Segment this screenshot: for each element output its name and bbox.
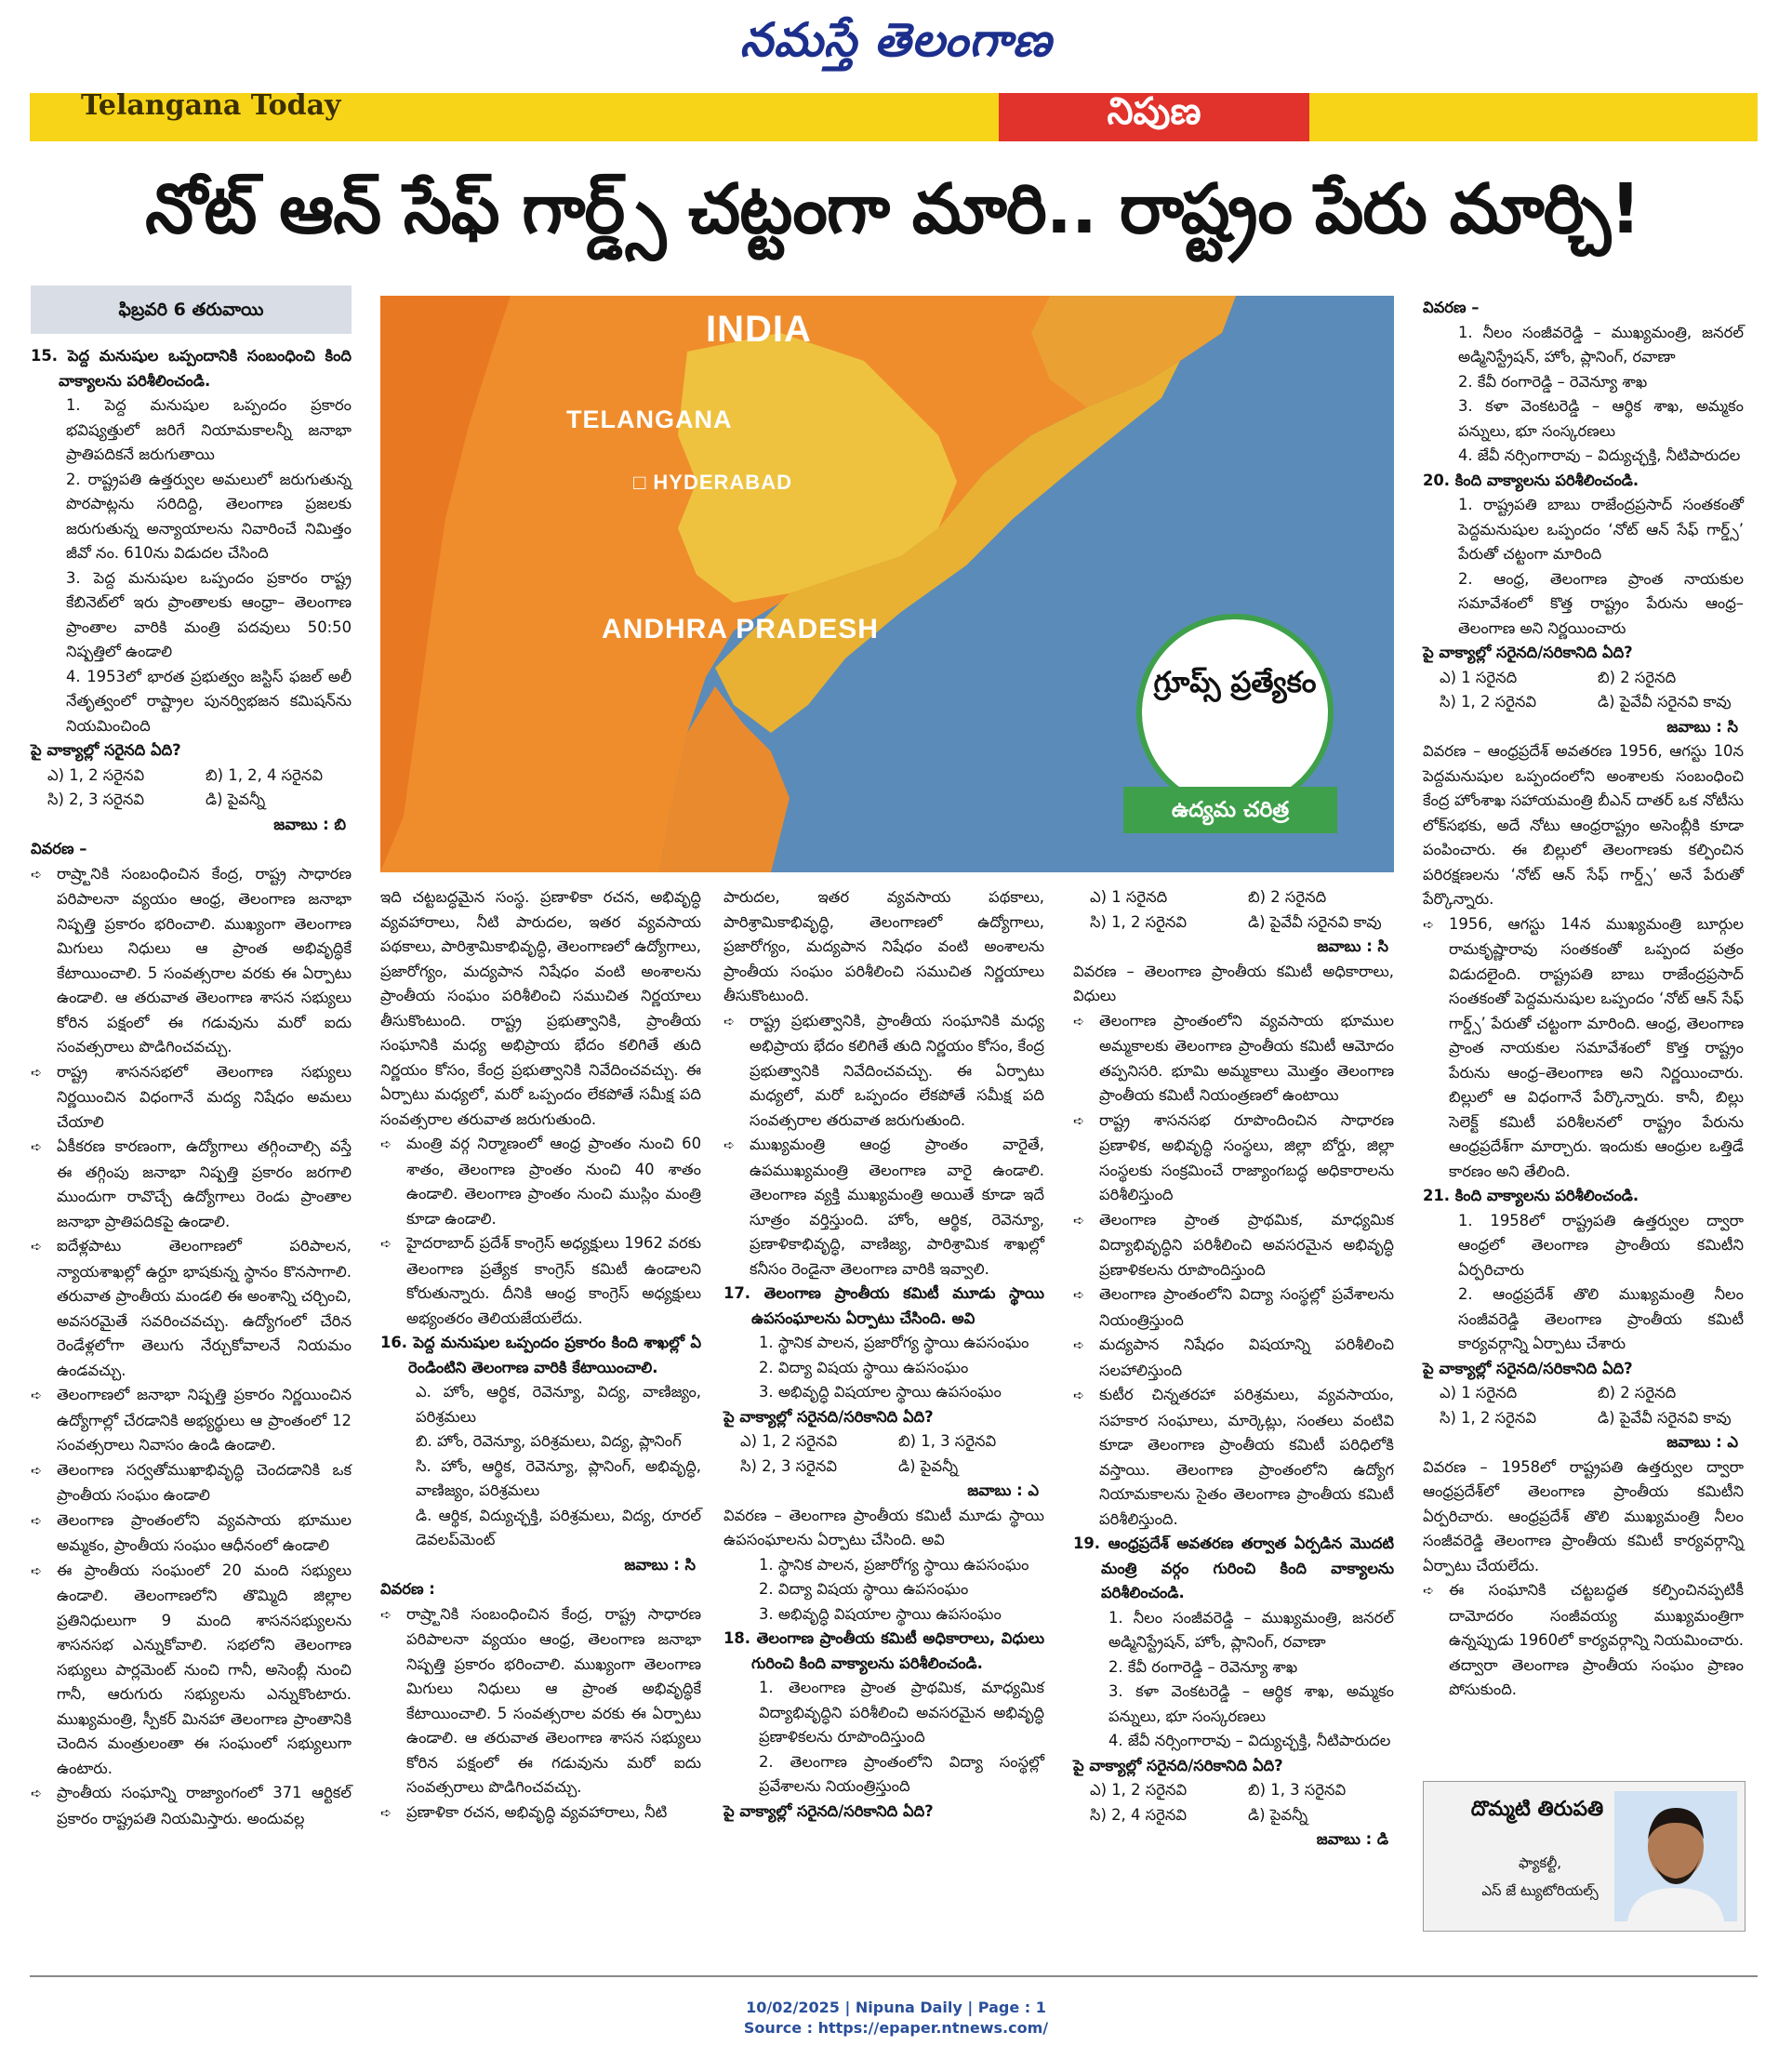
subheading: పై వాక్యాల్లో సరైనది/సరికానిది ఏది? [1073, 1756, 1283, 1774]
question-text: 16. పెద్ద మనుషుల ఒప్పందం ప్రకారం కింది శాఖల్లో ఏ రెండింటిని తెలంగాణ వారికి కేటాయించాలి. [380, 1334, 701, 1376]
question-text: 21. కింది వాక్యాలను పరిశీలించండి. [1423, 1187, 1639, 1204]
question-option: 3. పెద్ద మనుషుల ఒప్పందం ప్రకారం రాష్ట్ర కేబినెట్‌లో ఇరు ప్రాంతాలకు ఆంధ్రా– తెలంగాణ ప్రాంతాల వారికి మంత్రి పదవులు 50:50 నిష్పత్తిలో ఉండాలి [66, 568, 352, 660]
question-option: సి. హోం, ఆర్థిక, రెవెన్యూ, ప్లానింగ్‌, అభివృద్ధి, వాణిజ్యం, పరిశ్రమలు [416, 1456, 701, 1499]
question-option: 3. కళా వెంకటరెడ్డి – ఆర్థిక శాఖ, అమ్మకం పన్నులు, భూ సంస్కరణలు [1458, 397, 1744, 440]
bullet-paragraph: ➪ 1956, ఆగస్టు 14న ముఖ్యమంత్రి బూర్గుల రామకృష్ణారావు సంతకంతో ఒప్పంద పత్రం విడుదలైంది. రాష్ట్రపతి బాబు రాజేంద్రప్రసాద్‌ సంతకంతో పెద్దమనుషుల ఒప్పందం ‘నోట్‌ ఆన్‌ సేఫ్‌ గార్డ్స్‌’ పేరుతో చట్టంగా మారింది. ఆంధ్ర, తెలంగాణ ప్రాంత నాయకుల సమావేశంలో కొత్త రాష్ట్రం పేరును ఆంధ్ర–తెలంగాణ అని నిర్ణయించారు. బిల్లులో ఆ విధంగానే పేర్కొన్నారు. కానీ, బిల్లు సెలెక్ట్‌ కమిటీ పరిశీలనలో రాష్ట్రం పేరును ఆంధ్రప్రదేశ్‌గా మార్చారు. ఇందుకు ఆంధ్రుల ఒత్తిడే కారణం అని తేలింది. [1423, 912, 1744, 1185]
answer-choice: బి) 1, 3 సరైనవి [898, 1432, 997, 1450]
answer-key: జవాబు : ఎ [1666, 1433, 1738, 1451]
answer-choice: డి) పైవేవీ సరైనవి కావు [1598, 693, 1732, 711]
bullet-paragraph: ➪ ప్రాంతీయ సంఘాన్ని రాజ్యాంగంలో 371 ఆర్టికల్‌ ప్రకారం రాష్ట్రపతి నియమిస్తారు. అందువల్ల [31, 1781, 352, 1831]
answer-choices-row [1423, 666, 1744, 691]
answer-key: జవాబు : డి [1316, 1830, 1388, 1848]
answer-choice: బి) 1, 3 సరైనవి [1248, 1781, 1347, 1799]
question-option: 4. 1953లో భారత ప్రభుత్వం జస్టిస్‌ ఫజల్‌ అలీ నేతృత్వంలో రాష్ట్రాల పునర్విభజన కమిషన్‌ను నియమించింది [66, 667, 352, 735]
subheading: వివరణ – [31, 840, 87, 857]
bullet-paragraph: ➪ తెలంగాణ ప్రాంతంలోని వ్యవసాయ భూముల అమ్మకం, ప్రాంతీయ సంఘం ఆధీనంలో ఉండాలి [31, 1508, 352, 1559]
question-option: ఎ. హోం, ఆర్థిక, రెవెన్యూ, విద్య, వాణిజ్యం, పరిశ్రమలు [416, 1383, 701, 1426]
article-column-2 [380, 885, 701, 1826]
bullet-paragraph: ➪ రాష్ట్ర శాసనసభలో తెలంగాణ సభ్యులు నిర్ణయించిన విధంగానే మద్య నిషేధం అమలు చేయాలి [31, 1060, 352, 1136]
question-option: 1. రాష్ట్రపతి బాబు రాజేంద్రప్రసాద్‌ సంతకంతో పెద్దమనుషుల ఒప్పందం ‘నోట్‌ ఆన్‌ సేఫ్‌ గార్డ్స్‌’ పేరుతో చట్టంగా మారింది [1458, 496, 1744, 563]
answer-key: జవాబు : సి [1317, 937, 1388, 955]
question-option: 2. విద్యా విషయ స్థాయి ఉపసంఘం [759, 1358, 969, 1376]
subheading: వివరణ : [380, 1580, 435, 1598]
question-option: 1. స్థానిక పాలన, ప్రజారోగ్య స్థాయి ఉపసంఘం [759, 1555, 1029, 1574]
subheading: పై వాక్యాల్లో సరైనది/సరికానిది ఏది? [1423, 644, 1633, 661]
paragraph: ఇది చట్టబద్ధమైన సంస్థ. ప్రణాళికా రచన, అభివృద్ధి వ్యవహారాలు, నీటి పారుదల, ఇతర వ్యవసాయ పథకాలు, పారిశ్రామికాభివృద్ధి, తెలంగాణలో ఉద్యోగాలు, ప్రజారోగ్యం, మద్యపాన నిషేధం వంటి అంశాలను ప్రాంతీయ సంఘం పరిశీలించి సముచిత నిర్ణయాలు తీసుకొంటుంది. రాష్ట్ర ప్రభుత్వానికి, ప్రాంతీయ సంఘానికి మధ్య అభిప్రాయ భేదం కలిగితే తుది నిర్ణయం కోసం, కేంద్ర ప్రభుత్వానికి నివేదించవచ్చు. ఈ ఏర్పాటు మధ్యలో, మరో ఒప్పందం లేకపోతే సమీక్ష పది సంవత్సరాల తరువాత జరుగుతుంది. [380, 888, 701, 1128]
answer-choice: సి) 2, 3 సరైనవి [740, 1456, 837, 1475]
author-organization: ఎస్‌ జే ట్యుటోరియల్స్‌ [1481, 1882, 1599, 1899]
page-footer [0, 1998, 1792, 2039]
question-option: 1. నీలం సంజీవరెడ్డి – ముఖ్యమంత్రి, జనరల్‌ అడ్మినిస్ట్రేషన్‌, హోం, ప్లానింగ్‌, రవాణా [1458, 323, 1744, 365]
bullet-paragraph: ➪ రాష్ర్టానికి సంబంధించిన కేంద్ర, రాష్ట్ర సాధారణ పరిపాలనా వ్యయం ఆంధ్ర, తెలంగాణ జనాభా నిష్పత్తి ప్రకారం భరించాలి. ముఖ్యంగా తెలంగాణ మిగులు నిధులు ఆ ప్రాంత అభివృద్ధికే కేటాయించాలి. 5 సంవత్సరాల వరకు ఈ ఏర్పాటు ఉండాలి. ఆ తరువాత తెలంగాణ శాసన సభ్యులు కోరిన పక్షంలో ఈ గడువును మరో ఐదు సంవత్సరాలు పొడిగించవచ్చు. [31, 862, 352, 1060]
nipuna-logo-text: నిపుణ [1107, 93, 1201, 133]
answer-choice: సి) 1, 2 సరైనవి [1440, 1408, 1536, 1427]
section-banner [30, 93, 1758, 141]
question-option: 1. నీలం సంజీవరెడ్డి – ముఖ్యమంత్రి, జనరల్‌ అడ్మినిస్ట్రేషన్‌, హోం, ప్లానింగ్‌, రవాణా [1108, 1608, 1394, 1651]
bullet-paragraph: ➪ తెలంగాణలో జనాభా నిష్పత్తి ప్రకారం నిర్ణయించిన ఉద్యోగాల్లో చేరడానికి అభ్యర్థులు ఆ ప్రాంతంలో 12 సంవత్సరాలు నివాసం ఉండి ఉండాలి. [31, 1383, 352, 1458]
answer-choices-row [1423, 1406, 1744, 1431]
answer-key: జవాబు : ఎ [967, 1481, 1039, 1499]
question-text: 20. కింది వాక్యాలను పరిశీలించండి. [1423, 471, 1639, 489]
question-option: 2. విద్యా విషయ స్థాయి ఉపసంఘం [759, 1580, 969, 1598]
article-column-1 [31, 344, 352, 1831]
answer-choices-row [723, 1455, 1044, 1480]
question-option: 2. ఆంధ్రప్రదేశ్‌ తొలి ముఖ్యమంత్రి నీలం సంజీవరెడ్డి తెలంగాణ ప్రాంతీయ కమిటీ కార్యవర్గాన్ని ఏర్పాటు చేశారు [1458, 1285, 1744, 1352]
answer-choices-row [31, 764, 352, 789]
answer-choices-row [1073, 1778, 1394, 1803]
continuation-tag: ఫిబ్రవరి 6 తరువాయి [31, 286, 352, 334]
bullet-paragraph: ➪ తెలంగాణ ప్రాంతంలోని వ్యవసాయ భూముల అమ్మకాలకు తెలంగాణ ప్రాంతీయ కమిటీ ఆమోదం తప్పనిసరి. భూమి అమ్మకాలు మొత్తం తెలంగాణ ప్రాంతీయ కమిటీ నియంత్రణలో ఉంటాయి [1073, 1009, 1394, 1109]
newspaper-logo: నమస్తే తెలంగాణ [739, 12, 1053, 67]
bullet-paragraph: ➪ ఐదేళ్లపాటు తెలంగాణలో పరిపాలన, న్యాయశాఖల్లో ఉర్దూ భాషకున్న స్థానం కొనసాగాలి. తరువాత ప్రాంతీయ మండలి ఈ అంశాన్ని చర్చించి, అవసరమైతే సవరించవచ్చు. ఉద్యోగంలో చేరిన రెండేళ్లలోగా తెలుగు నేర్చుకోవాలనే నియమం ఉండవచ్చు. [31, 1234, 352, 1383]
question-option: 3. అభివృద్ధి విషయాల స్థాయి ఉపసంఘం [759, 1383, 1002, 1401]
bullet-paragraph: ➪ ప్రణాళికా రచన, అభివృద్ధి వ్యవహారాలు, నీటి [380, 1800, 701, 1827]
bullet-paragraph: ➪ హైదరాబాద్‌ ప్రదేశ్‌ కాంగ్రెస్‌ అధ్యక్షులు 1962 వరకు తెలంగాణ ప్రత్యేక కాంగ్రెస్‌ కమిటీ ఉండాలని కోరుతున్నారు. దీనికి ఆంధ్ర కాంగ్రెస్‌ అధ్యక్షులు అభ్యంతరం తెలియజేయలేదు. [380, 1231, 701, 1331]
bullet-paragraph: ➪ తెలంగాణ ప్రాంత ప్రాథమిక, మాధ్యమిక విద్యాభివృద్ధిని పరిశీలించి అవసరమైన అభివృద్ధి ప్రణాళికలను రూపొందిస్తుంది [1073, 1208, 1394, 1283]
article-column-4 [1073, 885, 1394, 1853]
footer-date-line: 10/02/2025 | Nipuna Daily | Page : 1 [746, 1999, 1046, 2016]
question-option: 1. 1958లో రాష్ట్రపతి ఉత్తర్వుల ద్వారా ఆంధ్రలో తెలంగాణ ప్రాంతీయ కమిటీని ఏర్పరిచారు [1458, 1211, 1744, 1279]
question-option: 3. కళా వెంకటరెడ్డి – ఆర్థిక శాఖ, అమ్మకం పన్నులు, భూ సంస్కరణలు [1108, 1682, 1394, 1725]
paragraph: వివరణ – 1958లో రాష్ట్రపతి ఉత్తర్వుల ద్వారా ఆంధ్రప్రదేశ్‌లో తెలంగాణ ప్రాంతీయ కమిటీని ఏర్పరిచారు. ఆంధ్రప్రదేశ్‌ తొలి ముఖ్యమంత్రి నీలం సంజీవరెడ్డి తెలంగాణ ప్రాంతీయ కమిటీ కార్యవర్గాన్ని ఏర్పాటు చేయలేదు. [1423, 1457, 1744, 1574]
answer-choice: డి) పైవేవీ సరైనవి కావు [1598, 1408, 1732, 1427]
question-option: డి. ఆర్థిక, విద్యుచ్ఛక్తి, పరిశ్రమలు, విద్య, రూరల్‌ డెవలప్‌మెంట్‌ [416, 1506, 701, 1548]
map-label-hyderabad-text: HYDERABAD [653, 471, 792, 494]
question-option: 4. జేవీ నర్సింగారావు – విద్యుచ్ఛక్తి, నీటిపారుదల [1108, 1732, 1391, 1749]
footer-source-line: Source : https://epaper.ntnews.com/ [743, 2019, 1049, 2037]
article-column-5 [1423, 296, 1744, 1703]
answer-choice: ఎ) 1, 2 సరైనవి [740, 1432, 838, 1450]
question-option: 2. రాష్ట్రపతి ఉత్తర్వుల అమలులో జరుగుతున్న పొరపాట్లను సరిదిద్ది, తెలంగాణ ప్రజలకు జరుగుతున్న అన్యాయాలను నివారించే నిమిత్తం జీవో నం. 610ను విడుదల చేసింది [66, 470, 352, 562]
map-label-india: INDIA [706, 309, 812, 350]
map-label-telangana: TELANGANA [566, 405, 733, 433]
adjacent-page-edge [1773, 288, 1792, 1906]
answer-choice: సి) 1, 2 సరైనవి [1440, 693, 1536, 711]
paragraph: వివరణ – తెలంగాణ ప్రాంతీయ కమిటీ అధికారాలు, విధులు [1073, 962, 1394, 1004]
footer-rule [30, 1975, 1758, 1977]
map-label-andhra-pradesh: ANDHRA PRADESH [602, 614, 879, 644]
answer-choice: ఎ) 1, 2 సరైనవి [47, 765, 145, 784]
answer-choice: డి) పైవన్నీ [898, 1456, 959, 1475]
answer-choice: ఎ) 1 సరైనది [1090, 888, 1168, 906]
question-option: 1. పెద్ద మనుషుల ఒప్పందం ప్రకారం భవిష్యత్తులో జరిగే నియామకాలన్నీ జనాభా ప్రాతిపదికనే జరుగుతాయి [66, 396, 352, 463]
article-column-3 [723, 885, 1044, 1824]
answer-choices-row [1073, 910, 1394, 936]
answer-choice: బి) 2 సరైనది [1248, 888, 1327, 906]
answer-choice: బి) 2 సరైనది [1598, 668, 1677, 686]
bullet-paragraph: ➪ మంత్రి వర్గ నిర్మాణంలో ఆంధ్ర ప్రాంతం నుంచి 60 శాతం, తెలంగాణ ప్రాంతం నుంచి 40 శాతం ఉండాలి. తెలంగాణ ప్రాంతం నుంచి ముస్లిం మంత్రి కూడా ఉండాలి. [380, 1132, 701, 1231]
udyama-charitra-ribbon: ఉద్యమ చరిత్ర [1123, 787, 1337, 833]
answer-choice: డి) పైవన్నీ [206, 790, 266, 808]
bullet-paragraph: ➪ మద్యపాన నిషేధం విషయాన్ని పరిశీలించి సలహాలిస్తుంది [1073, 1333, 1394, 1383]
answer-choice: సి) 2, 3 సరైనవి [47, 790, 144, 808]
subheading: పై వాక్యాల్లో సరైనది/సరికానిది ఏది? [723, 1407, 934, 1426]
bullet-paragraph: ➪ కుటీర చిన్నతరహా పరిశ్రమలు, వ్యవసాయం, సహకార సంఘాలు, మార్కెట్లు, సంతలు వంటివి కూడా తెలంగాణ ప్రాంతీయ కమిటీ పరిధిలోకి వస్తాయి. తెలంగాణ ప్రాంతంలోని ఉద్యోగ నియామకాలను సైతం తెలంగాణ ప్రాంతీయ కమిటీ పరిశీలిస్తుంది. [1073, 1383, 1394, 1532]
nipuna-logo-block [999, 93, 1309, 141]
answer-choices-row [1073, 1803, 1394, 1828]
question-option: 2. ఆంధ్ర, తెలంగాణ ప్రాంత నాయకుల సమావేశంలో కొత్త రాష్ట్రం పేరును ఆంధ్ర–తెలంగాణ అని నిర్ణయించారు [1458, 569, 1744, 637]
answer-key: జవాబు : బి [273, 815, 346, 833]
paragraph: వివరణ – ఆంధ్రప్రదేశ్‌ అవతరణ 1956, ఆగస్టు 10న పెద్దమనుషుల ఒప్పందంలోని అంశాలకు సంబంధించి కేంద్ర హోంశాఖ సహాయమంత్రి బీఎన్‌ దాతర్‌ ఒక నోటీసు లోక్‌సభకు, అదే నోటు ఆంధ్రరాష్ట్రం అసెంబ్లీకి కూడా పంపించారు. ఈ బిల్లులో తెలంగాణకు కల్పించిన పరిరక్షణలను ‘నోట్‌ ఆన్‌ సేఫ్‌ గార్డ్స్‌’ అనే పేరుతో పేర్కొన్నారు. [1423, 742, 1744, 908]
question-option: 2. తెలంగాణ ప్రాంతంలోని విద్యా సంస్థల్లో ప్రవేశాలను నియంత్రిస్తుంది [759, 1752, 1044, 1795]
answer-choice: ఎ) 1, 2 సరైనవి [1090, 1781, 1188, 1799]
subheading: పై వాక్యాల్లో సరైనది/సరికానిది ఏది? [1423, 1359, 1633, 1377]
bullet-paragraph: ➪ రాష్ట్ర శాసనసభ రూపొందించిన సాధారణ ప్రణాళిక, అభివృద్ధి సంస్థలు, జిల్లా బోర్డు, జిల్లా సంస్థలకు సంక్రమించే రాజ్యాంగబద్ధ అధికారాలను పరిశీలిస్తుంది [1073, 1109, 1394, 1208]
answer-choice: ఎ) 1 సరైనది [1440, 1384, 1518, 1401]
question-option: 1. స్థానిక పాలన, ప్రజారోగ్య స్థాయి ఉపసంఘం [759, 1334, 1029, 1351]
question-text: 17. తెలంగాణ ప్రాంతీయ కమిటీ మూడు స్థాయి ఉపసంఘాలను ఏర్పాటు చేసింది. అవి [723, 1284, 1044, 1327]
question-option: 3. అభివృద్ధి విషయాల స్థాయి ఉపసంఘం [759, 1604, 1002, 1623]
subheading: పై వాక్యాల్లో సరైనది/సరికానిది ఏది? [723, 1801, 934, 1820]
subheading: పై వాక్యాల్లో సరైనది ఏది? [31, 741, 181, 759]
bullet-paragraph: ➪ తెలంగాణ ప్రాంతంలోని విద్యా సంస్థల్లో ప్రవేశాలను నియంత్రిస్తుంది [1073, 1282, 1394, 1333]
answer-choice: సి) 1, 2 సరైనవి [1090, 912, 1187, 931]
bullet-paragraph: ➪ రాష్ట్ర ప్రభుత్వానికి, ప్రాంతీయ సంఘానికి మధ్య అభిప్రాయ భేదం కలిగితే తుది నిర్ణయం కోసం, కేంద్ర ప్రభుత్వానికి నివేదించవచ్చు. ఈ ఏర్పాటు మధ్యలో, మరో ఒప్పందం లేకపోతే సమీక్ష పది సంవత్సరాల తరువాత జరుగుతుంది. [723, 1009, 1044, 1134]
answer-choice: బి) 1, 2, 4 సరైనవి [206, 765, 324, 784]
author-role: ఫ్యాకల్టీ, [1519, 1854, 1561, 1871]
paragraph: పారుదల, ఇతర వ్యవసాయ పథకాలు, పారిశ్రామికాభివృద్ధి, తెలంగాణలో ఉద్యోగాలు, ప్రజారోగ్యం, మద్యపాన నిషేధం వంటి అంశాలను ప్రాంతీయ సంఘం పరిశీలించి సముచిత నిర్ణయాలు తీసుకొంటుంది. [723, 888, 1044, 1004]
question-option: 4. జేవీ నర్సింగారావు – విద్యుచ్ఛక్తి, నీటిపారుదల [1458, 446, 1741, 464]
answer-key: జవాబు : సి [624, 1555, 696, 1574]
answer-choices-row [31, 788, 352, 813]
bullet-paragraph: ➪ రాష్ర్టానికి సంబంధించిన కేంద్ర, రాష్ట్ర సాధారణ పరిపాలనా వ్యయం ఆంధ్ర, తెలంగాణ జనాభా నిష్పత్తి ప్రకారం భరించాలి. ముఖ్యంగా తెలంగాణ మిగులు నిధులు ఆ ప్రాంత అభివృద్ధికే కేటాయించాలి. 5 సంవత్సరాల వరకు ఈ ఏర్పాటు ఉండాలి. ఆ తరువాత తెలంగాణ శాసన సభ్యులు కోరిన పక్షంలో ఈ గడువును మరో ఐదు సంవత్సరాలు పొడిగించవచ్చు. [380, 1602, 701, 1800]
subheading: వివరణ – [1423, 299, 1480, 316]
bullet-paragraph: ➪ ఈ ప్రాంతీయ సంఘంలో 20 మంది సభ్యులు ఉండాలి. తెలంగాణలోని తొమ్మిది జిల్లాల ప్రతినిధులుగా 9 మంది శాసనసభ్యులను శాసనసభ ఎన్నుకోవాలి. సభలోని తెలంగాణ సభ్యులు పార్లమెంట్‌ నుంచి గానీ, అసెంబ్లీ నుంచి గానీ, ఆరుగురు సభ్యులను ఎన్నుకొంటారు. ముఖ్యమంత్రి, స్పీకర్‌ మినహా తెలంగాణ ప్రాంతానికి చెందిన మంత్రులంతా ఈ సంఘంలో సభ్యులుగా ఉంటారు. [31, 1559, 352, 1782]
answer-choices-row [1073, 885, 1394, 910]
bullet-paragraph: ➪ ముఖ్యమంత్రి ఆంధ్ర ప్రాంతం వారైతే, ఉపముఖ్యమంత్రి తెలంగాణ వారై ఉండాలి. తెలంగాణ వ్యక్తి ముఖ్యమంత్రి అయితే కూడా ఇదే సూత్రం వర్తిస్తుంది. హోం, ఆర్థిక, రెవెన్యూ, ప్రణాళికాభివృద్ధి, వాణిజ్య, పారిశ్రామిక శాఖల్లో కనీసం రెండైనా తెలంగాణ వారికి ఇవ్వాలి. [723, 1133, 1044, 1282]
author-box [1423, 1781, 1746, 1932]
groups-special-badge [1136, 614, 1334, 811]
answer-choice: డి) పైవేవీ సరైనవి కావు [1248, 912, 1382, 931]
question-option: బి. హోం, రెవెన్యూ, పరిశ్రమలు, విద్య, ప్లానింగ్‌ [416, 1432, 682, 1450]
question-text: 19. ఆంధ్రప్రదేశ్‌ అవతరణ తర్వాత ఏర్పడిన మొదటి మంత్రి వర్గం గురించి కింది వాక్యాలను పరిశీలించండి. [1073, 1534, 1394, 1601]
map-label-hyderabad: □ HYDERABAD [633, 471, 792, 494]
bullet-paragraph: ➪ ఈ సంఘానికి చట్టబద్ధత కల్పించినప్పటికీ దామోదరం సంజీవయ్య ముఖ్యమంత్రిగా ఉన్నప్పుడు 1960లో కార్యవర్గాన్ని నియమించారు. తద్వారా తెలంగాణ ప్రాంతీయ సంఘం ప్రాణం పోసుకుంది. [1423, 1578, 1744, 1703]
answer-choice: సి) 2, 4 సరైనవి [1090, 1805, 1187, 1824]
question-option: 1. తెలంగాణ ప్రాంత ప్రాథమిక, మాధ్యమిక విద్యాభివృద్ధిని పరిశీలించి అవసరమైన అభివృద్ధి ప్రణాళికలను రూపొందిస్తుంది [759, 1679, 1044, 1746]
answer-choices-row [1423, 690, 1744, 715]
badge-text: గ్రూప్స్‌ ప్రత్యేకం [1153, 666, 1317, 699]
question-option: 2. కేవీ రంగారెడ్డి – రెవెన్యూ శాఖ [1108, 1657, 1298, 1676]
answer-key: జవాబు : సి [1666, 717, 1738, 736]
answer-choice: ఎ) 1 సరైనది [1440, 668, 1518, 686]
paragraph: వివరణ – తెలంగాణ ప్రాంతీయ కమిటీ మూడు స్థాయి ఉపసంఘాలను ఏర్పాటు చేసింది. అవి [723, 1506, 1044, 1548]
author-name: దొమ్మటి తిరుపతి [1470, 1798, 1604, 1821]
answer-choice: బి) 2 సరైనది [1598, 1384, 1677, 1401]
question-text: 18. తెలంగాణ ప్రాంతీయ కమిటీ అధికారాలు, విధులు గురించి కింది వాక్యాలను పరిశీలించండి. [723, 1629, 1044, 1672]
answer-choices-row [1423, 1381, 1744, 1406]
bullet-paragraph: ➪ ఏకీకరణ కారణంగా, ఉద్యోగాలు తగ్గించాల్సి వస్తే ఈ తగ్గింపు జనాభా నిష్పత్తి ప్రకారం జరగాలి ముందుగా రావొచ్చే ఉద్యోగాలు రెండు ప్రాంతాల జనాభా ప్రాతిపదికపై ఉండాలి. [31, 1135, 352, 1234]
page-headline: నోట్‌ ఆన్‌ సేఫ్‌ గార్డ్స్‌ చట్టంగా మారి.. రాష్ట్రం పేరు మార్చి! [145, 169, 1640, 249]
author-photo [1614, 1791, 1737, 1921]
answer-choices-row [723, 1429, 1044, 1455]
question-option: 2. కేవీ రంగారెడ్డి – రెవెన్యూ శాఖ [1458, 372, 1648, 391]
bullet-paragraph: ➪ తెలంగాణ సర్వతోముఖాభివృద్ధి చెందడానికి ఒక ప్రాంతీయ సంఘం ఉండాలి [31, 1458, 352, 1508]
telangana-today-logo: Telangana Today [81, 93, 341, 122]
masthead [0, 0, 1792, 86]
question-text: 15. పెద్ద మనుషుల ఒప్పందానికి సంబంధించి కింది వాక్యాలను పరిశీలించండి. [31, 347, 352, 390]
answer-choice: డి) పైవన్నీ [1248, 1805, 1308, 1824]
